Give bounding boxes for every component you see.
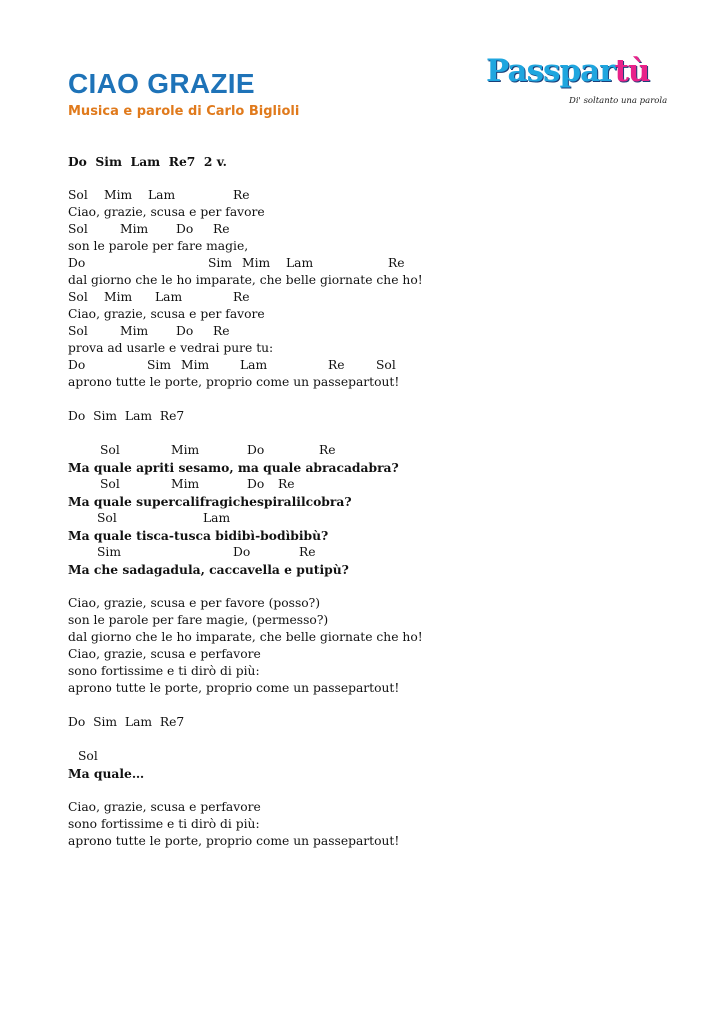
chord: Re: [233, 188, 250, 202]
chord: Re: [278, 477, 295, 491]
chord: Do: [176, 324, 194, 338]
chord: Sol: [68, 188, 88, 202]
chord: Lam: [203, 511, 231, 525]
chord-line: [68, 221, 688, 238]
chord: Mim: [181, 358, 210, 372]
song-body: [68, 153, 688, 850]
chord: Do: [247, 443, 265, 457]
lyric-line: Ciao, grazie, scusa e perfavore: [68, 800, 261, 814]
chord: Mim: [104, 290, 133, 304]
chord: Lam: [286, 256, 314, 270]
chord: Sol: [68, 222, 88, 236]
chord: Sol: [376, 358, 396, 372]
lyric-line: Ciao, grazie, scusa e per favore: [68, 205, 265, 219]
chord: Do: [68, 358, 86, 372]
lyric-line: sono fortissime e ti dirò di più:: [68, 817, 260, 831]
lyric-line: dal giorno che le ho imparate, che belle giornate che ho!: [68, 630, 423, 644]
logo-wordmark: [486, 53, 650, 89]
chord: Mim: [171, 443, 200, 457]
intro-chords: Do Sim Lam Re7 2 v.: [68, 154, 227, 169]
chord: Do: [176, 222, 194, 236]
chord: Sol: [68, 290, 88, 304]
chord: Lam: [240, 358, 268, 372]
chord: Re: [319, 443, 336, 457]
chord: Lam: [148, 188, 176, 202]
chord-line: [68, 357, 688, 374]
chord: Do: [233, 545, 251, 559]
lyric-line: son le parole per fare magie, (permesso?): [68, 613, 329, 627]
chord: Mim: [171, 477, 200, 491]
passpartu-logo: [486, 53, 668, 112]
lyric-line: Ciao, grazie, scusa e per favore: [68, 307, 265, 321]
chord-line: [68, 510, 688, 527]
lyric-line: son le parole per fare magie,: [68, 239, 249, 253]
lyric-line: Ciao, grazie, scusa e per favore (posso?): [68, 596, 321, 610]
chord: Re: [213, 324, 230, 338]
chord-line: [68, 748, 688, 765]
chord: Sim: [208, 256, 233, 270]
song-credits: Musica e parole di Carlo Biglioli: [68, 104, 300, 119]
chord-line: [68, 442, 688, 459]
logo-tagline: Di' soltanto una parola: [569, 96, 668, 106]
lyric-line: aprono tutte le porte, proprio come un passepartout!: [68, 681, 400, 695]
chord-line: [68, 255, 688, 272]
lyric-line: Ciao, grazie, scusa e perfavore: [68, 647, 261, 661]
chord-line: [68, 476, 688, 493]
chord: Re: [299, 545, 316, 559]
chord: Sol: [78, 749, 98, 763]
chord: Do: [247, 477, 265, 491]
chord-line: [68, 544, 688, 561]
logo-word-part1: Passpar: [486, 53, 615, 89]
chord: Sol: [68, 324, 88, 338]
chord: Sim: [97, 545, 122, 559]
chorus-line: Ma quale tisca-tusca bidibì-bodìbibù?: [68, 528, 329, 543]
chord-line: [68, 187, 688, 204]
chord: Mim: [242, 256, 271, 270]
chorus-line: Ma che sadagadula, caccavella e putipù?: [68, 562, 349, 577]
chord: Mim: [120, 324, 149, 338]
lyric-line: aprono tutte le porte, proprio come un passepartout!: [68, 375, 400, 389]
chorus-line: Ma quale supercalifragichespiralilcobra?: [68, 494, 352, 509]
chord-line: [68, 323, 688, 340]
chorus-line: Ma quale apriti sesamo, ma quale abracadabra?: [68, 460, 399, 475]
lyric-line: prova ad usarle e vedrai pure tu:: [68, 341, 274, 355]
logo-word-part2: tù: [614, 53, 650, 89]
chord: Re: [328, 358, 345, 372]
chord: Re: [388, 256, 405, 270]
song-title: CIAO GRAZIE: [68, 68, 255, 99]
chord: Sim: [147, 358, 172, 372]
chord: Mim: [104, 188, 133, 202]
lyric-line: sono fortissime e ti dirò di più:: [68, 664, 260, 678]
lyric-line: aprono tutte le porte, proprio come un passepartout!: [68, 834, 400, 848]
chord: Mim: [120, 222, 149, 236]
chord: Re: [233, 290, 250, 304]
chord: Sol: [100, 477, 120, 491]
lyric-line: dal giorno che le ho imparate, che belle giornate che ho!: [68, 273, 423, 287]
interlude-chords: Do Sim Lam Re7: [68, 409, 185, 423]
chord: Re: [213, 222, 230, 236]
interlude-chords: Do Sim Lam Re7: [68, 715, 185, 729]
chord: Sol: [100, 443, 120, 457]
chord: Sol: [97, 511, 117, 525]
chorus-line: Ma quale…: [68, 766, 145, 781]
chord-line: [68, 289, 688, 306]
chord: Do: [68, 256, 86, 270]
chord: Lam: [155, 290, 183, 304]
